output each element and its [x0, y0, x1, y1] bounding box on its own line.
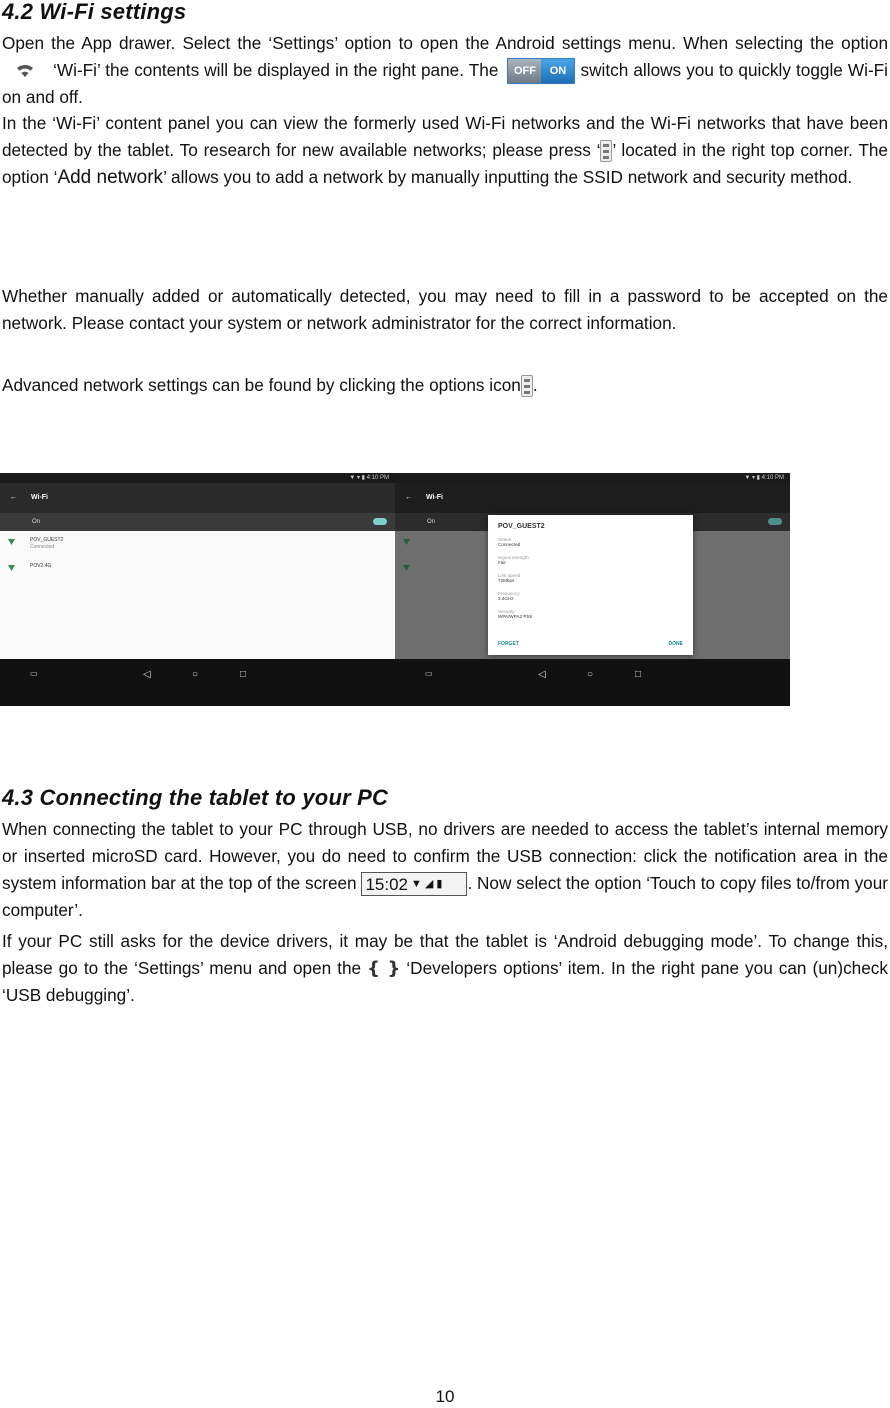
recents-icon: □ [635, 669, 642, 680]
field-value: Fair [498, 560, 506, 565]
recents-icon: □ [240, 669, 247, 680]
add-network-text: Add network [57, 167, 164, 188]
text-run: ‘Wi-Fi’ the contents will be displayed in the right pane. The [53, 60, 499, 80]
text-run: When connecting the tablet to your PC through USB, no drivers are needed to access the tablet’s internal memory or inserted microSD card. However, you do need to confirm the USB connection: click the notification area in the system information bar at the top of the screen [2, 819, 888, 893]
nav-bar [395, 659, 790, 706]
action-bar [395, 483, 790, 513]
text-run: Open the App drawer. Select the ‘Settings’ option to open the Android settings menu. When selecting the option [2, 33, 888, 53]
toggle-off-label: OFF [508, 59, 541, 83]
text-run: In the ‘Wi-Fi’ content panel you can view the formerly used Wi-Fi networks and the Wi-Fi networks that have been detected by the tablet. To research for new available networks; please press ‘ [2, 113, 888, 160]
status-time: 15:02 [365, 874, 408, 894]
wifi-signal-icon [8, 539, 15, 545]
screenshot-icon: ▭ [425, 669, 433, 678]
list-item [0, 531, 395, 557]
wifi-icon: ▼ [410, 877, 422, 890]
signal-icon: ◢ [424, 877, 434, 890]
network-name: POV2.4G [30, 563, 52, 569]
section-heading-wifi: 4.2 Wi-Fi settings [2, 0, 187, 24]
network-list [0, 531, 395, 659]
dialog-field [498, 537, 520, 547]
wifi-signal-icon [8, 565, 15, 571]
page-number: 10 [435, 1387, 455, 1406]
field-label: Frequency [498, 591, 520, 596]
text-run: If your PC still asks for the device drivers, it may be that the tablet is ‘Android debugging mode’. To change this, please go to the ‘Settings’ menu and open the [2, 931, 888, 978]
dialog-title: POV_GUEST2 [498, 523, 545, 530]
text-run: switch allows you to quickly toggle Wi-Fi on and off. [2, 60, 888, 108]
back-arrow-icon: ← [405, 494, 412, 501]
field-label: Security [498, 609, 515, 614]
list-item [0, 557, 395, 583]
home-icon: ○ [587, 669, 594, 680]
wifi-paragraph-3: Whether manually added or automatically detected, you may need to fill in a password to be accepted on the network. Please contact your system or network administrator for the correct information. [2, 286, 888, 333]
wifi-signal-icon [403, 539, 410, 545]
back-icon: ◁ [538, 669, 546, 680]
options-icon [521, 375, 533, 397]
dialog-field [498, 609, 533, 619]
status-bar: ▼ ▾ ▮ 4:10 PM [0, 473, 395, 483]
back-arrow-icon: ← [10, 494, 17, 501]
wifi-screenshot-left [0, 473, 395, 706]
field-value: Connected [498, 542, 521, 547]
dialog-field [498, 591, 520, 601]
wifi-paragraph-1 [2, 30, 888, 111]
field-label: Status [498, 537, 512, 542]
on-label: On [32, 519, 41, 525]
wifi-icon [16, 64, 34, 78]
wifi-title: Wi-Fi [30, 494, 48, 501]
battery-icon: ▮ [436, 877, 443, 890]
home-icon: ○ [192, 669, 199, 680]
field-value: 2.4GHz [498, 596, 514, 601]
back-icon: ◁ [143, 669, 151, 680]
wifi-paragraph-4 [2, 372, 888, 399]
field-value: WPA/WPA2 PSK [498, 614, 533, 619]
text-run: ‘Developers options’ item. In the right pane you can (un)check ‘USB debugging’. [2, 958, 888, 1005]
pc-paragraph-1 [2, 816, 888, 924]
field-label: Link speed [498, 573, 521, 578]
action-bar [0, 483, 395, 513]
dialog-field [498, 555, 529, 565]
text-run: ’ allows you to add a network by manually inputting the SSID network and security method. [163, 167, 853, 187]
on-label: On [427, 519, 436, 525]
wifi-signal-icon [403, 565, 410, 571]
toggle-on-label: ON [541, 59, 574, 83]
pc-paragraph-2 [2, 928, 888, 1009]
wifi-screenshot-right [395, 473, 790, 706]
network-name: POV_GUEST2 [30, 537, 64, 543]
section-heading-pc: 4.3 Connecting the tablet to your PC [2, 785, 389, 810]
wifi-title: Wi-Fi [425, 494, 443, 501]
toggle-switch-icon [768, 518, 782, 525]
menu-icon [600, 140, 612, 162]
wifi-on-row [0, 513, 395, 531]
done-button[interactable]: DONE [668, 641, 683, 647]
toggle-switch-icon [373, 518, 387, 525]
text-run: . [532, 375, 538, 395]
network-details-dialog [488, 515, 693, 655]
status-bar-image [361, 872, 467, 896]
text-run: Advanced network settings can be found by clicking the options icon [2, 375, 521, 395]
field-value: 72Mbps [498, 578, 515, 583]
wifi-paragraph-2 [2, 110, 888, 191]
forget-button[interactable]: FORGET [498, 641, 519, 647]
nav-bar [0, 659, 395, 706]
text-run: ’ located in the right top corner. The option ‘ [2, 140, 888, 187]
screenshot-icon: ▭ [30, 669, 38, 678]
status-bar: ▼ ▾ ▮ 4:10 PM [395, 473, 790, 483]
dialog-field [498, 573, 520, 583]
developer-options-icon: { } [367, 958, 401, 979]
field-label: Signal strength [498, 555, 529, 560]
network-status: Connected [30, 544, 55, 550]
off-on-toggle-icon [507, 58, 575, 84]
text-run: . Now select the option ‘Touch to copy files to/from your computer’. [2, 873, 889, 920]
